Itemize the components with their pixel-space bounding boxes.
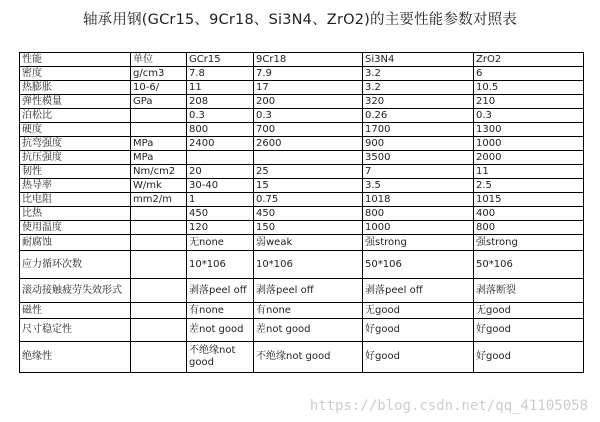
table-cell [131,221,187,235]
table-cell: 50*106 [363,251,474,279]
table-cell: 无good [363,303,474,319]
table-row [20,235,584,251]
header-cell: Si3N4 [363,53,474,67]
table-cell: 1700 [363,123,474,137]
table-cell: 0.3 [474,109,584,123]
table-cell: 差not good [187,319,254,342]
table-cell: 韧性 [20,165,131,179]
table-cell: 0.3 [187,109,254,123]
table-cell: 密度 [20,67,131,81]
table-cell: 210 [474,95,584,109]
table-cell: 不绝缘not good [254,342,363,373]
table-row [20,279,584,303]
table-cell: 11 [187,81,254,95]
table-cell: 3500 [363,151,474,165]
table-cell: 30-40 [187,179,254,193]
table-row [20,151,584,165]
table-cell: 比热 [20,207,131,221]
table-cell: 好good [363,342,474,373]
table-cell: 弹性模量 [20,95,131,109]
table-cell: mm2/m [131,193,187,207]
table-cell [254,151,363,165]
table-cell: 1300 [474,123,584,137]
table-cell [131,123,187,137]
table-cell: 2.5 [474,179,584,193]
table-cell: 3.2 [363,81,474,95]
table-cell [187,151,254,165]
table-cell: 17 [254,81,363,95]
table-cell: 3.5 [363,179,474,193]
table-row [20,95,584,109]
page-title: 轴承用钢(GCr15、9Cr18、Si3N4、ZrO2)的主要性能参数对照表 [82,12,517,28]
table-cell: 剥落peel off [254,279,363,303]
table-cell: 耐腐蚀 [20,235,131,251]
table-cell: 磁性 [20,303,131,319]
table-cell: 1015 [474,193,584,207]
table-cell [131,303,187,319]
table-cell: 2400 [187,137,254,151]
table-row [20,319,584,342]
table-cell: MPa [131,137,187,151]
table-cell: 抗压强度 [20,151,131,165]
table-cell: 比电阻 [20,193,131,207]
table-cell: 400 [474,207,584,221]
table-cell: 10-6/ [131,81,187,95]
table-cell: 6 [474,67,584,81]
table-cell: 热膨胀 [20,81,131,95]
table-cell: 2600 [254,137,363,151]
table-cell: 20 [187,165,254,179]
table-cell: 强strong [474,235,584,251]
table-cell: 25 [254,165,363,179]
table-cell: 7.9 [254,67,363,81]
table-cell: 208 [187,95,254,109]
table-cell: 320 [363,95,474,109]
table-row [20,137,584,151]
header-cell: 性能 [20,53,131,67]
table-cell [131,235,187,251]
table-cell [131,207,187,221]
table-cell: 7 [363,165,474,179]
table-cell: 1 [187,193,254,207]
table-cell [131,279,187,303]
table-cell: 7.8 [187,67,254,81]
table-row [20,123,584,137]
table-cell: 10.5 [474,81,584,95]
table-header-row [20,53,584,67]
table-cell: 强strong [363,235,474,251]
table-row [20,67,584,81]
table-cell: 好good [474,342,584,373]
table-cell: 抗弯强度 [20,137,131,151]
table-cell [131,342,187,373]
table-cell: 滚动接触疲劳失效形式 [20,279,131,303]
table-cell: 800 [187,123,254,137]
table-cell: 好good [363,319,474,342]
table-cell: 50*106 [474,251,584,279]
table-cell: 热导率 [20,179,131,193]
table-cell: g/cm3 [131,67,187,81]
table-cell: 2000 [474,151,584,165]
table-cell: 150 [254,221,363,235]
table-cell [131,319,187,342]
table-cell: GPa [131,95,187,109]
table-cell: 1018 [363,193,474,207]
table-cell: 无good [474,303,584,319]
table-cell: 好good [474,319,584,342]
table-cell: 泊松比 [20,109,131,123]
table-cell: 剥落peel off [187,279,254,303]
table-cell: 11 [474,165,584,179]
table-cell [131,251,187,279]
table-cell: 绝缘性 [20,342,131,373]
table-cell: 剥落peel off [363,279,474,303]
header-cell: 单位 [131,53,187,67]
table-cell: 800 [363,207,474,221]
table-cell: 700 [254,123,363,137]
table-row [20,342,584,373]
table-cell: 应力循环次数 [20,251,131,279]
table-cell: 10*106 [254,251,363,279]
table-row [20,109,584,123]
table-cell: 450 [187,207,254,221]
table-cell: MPa [131,151,187,165]
properties-table [19,52,584,373]
table-cell: W/mk [131,179,187,193]
table-cell: 1000 [474,137,584,151]
table-cell: 不绝缘not good [187,342,254,373]
table-cell [131,109,187,123]
table-cell: 差not good [254,319,363,342]
table-cell: 尺寸稳定性 [20,319,131,342]
table-cell: 0.75 [254,193,363,207]
table-row [20,221,584,235]
table-cell: 15 [254,179,363,193]
table-row [20,303,584,319]
table-cell: 剥落断裂 [474,279,584,303]
table-row [20,179,584,193]
table-cell: 3.2 [363,67,474,81]
header-cell: GCr15 [187,53,254,67]
table-cell: 1000 [363,221,474,235]
watermark: https://blog.csdn.net/qq_41105058 [309,398,588,414]
header-cell: ZrO2 [474,53,584,67]
header-cell: 9Cr18 [254,53,363,67]
table-cell: 有none [187,303,254,319]
table-row [20,251,584,279]
table-cell: 10*106 [187,251,254,279]
table-cell: 使用温度 [20,221,131,235]
table-cell: 无none [187,235,254,251]
table-cell: 硬度 [20,123,131,137]
table-cell: 0.3 [254,109,363,123]
table-cell: 900 [363,137,474,151]
table-cell: 有none [254,303,363,319]
table-cell: 0.26 [363,109,474,123]
table-cell: 800 [474,221,584,235]
table-cell: 200 [254,95,363,109]
table-cell: 450 [254,207,363,221]
table-cell: 弱weak [254,235,363,251]
table-row [20,165,584,179]
table-row [20,193,584,207]
table-row [20,81,584,95]
table-cell: 120 [187,221,254,235]
table-row [20,207,584,221]
table-cell: Nm/cm2 [131,165,187,179]
